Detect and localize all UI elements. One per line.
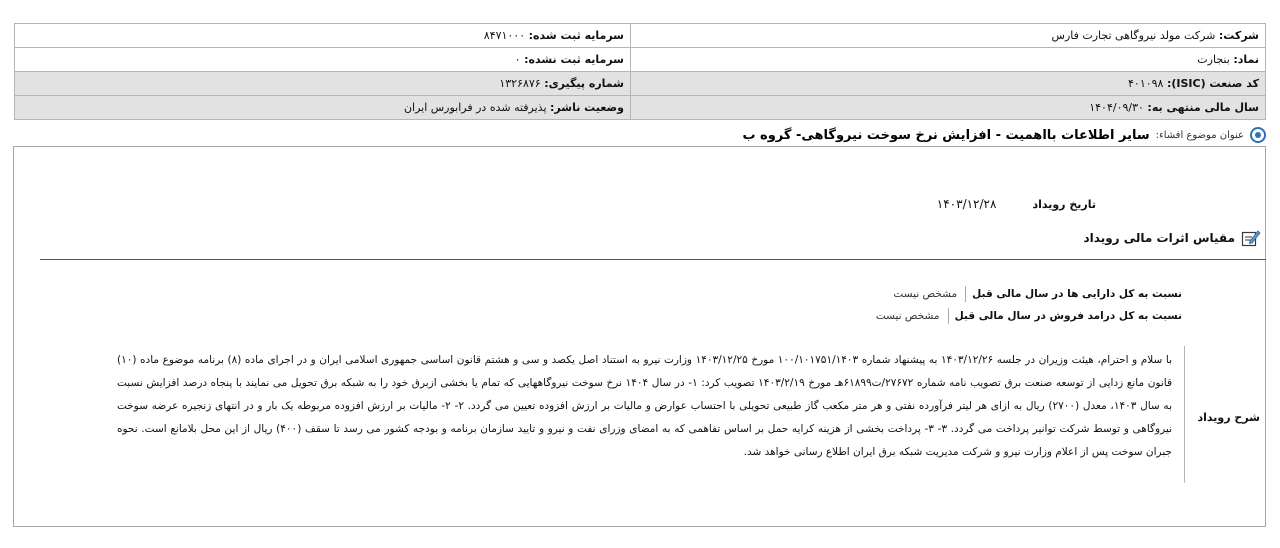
fiscal-year-label: سال مالی منتهی به: — [1147, 101, 1259, 114]
ratio-separator — [948, 308, 949, 324]
description-label: شرح رویداد — [1197, 411, 1260, 424]
target-icon — [1250, 127, 1266, 143]
financial-effects-heading — [1084, 228, 1261, 248]
unregistered-capital-label: سرمایه ثبت نشده: — [524, 53, 624, 66]
publisher-status-label: وضعیت ناشر: — [550, 101, 624, 114]
registered-capital-value: ۸۴۷۱۰۰۰ — [483, 29, 526, 42]
tracking-cell — [15, 72, 631, 96]
tracking-value: ۱۳۲۶۸۷۶ — [499, 77, 541, 90]
ratio-separator — [965, 286, 966, 302]
unregistered-capital-cell — [15, 48, 631, 72]
event-date-value: ۱۴۰۳/۱۲/۲۸ — [936, 197, 997, 211]
section-divider — [40, 259, 1266, 260]
registered-capital-cell — [15, 24, 631, 48]
event-date-row — [937, 197, 1096, 211]
symbol-value: بنجارت — [1197, 53, 1230, 66]
company-info-table — [14, 23, 1266, 120]
info-row — [15, 24, 1266, 48]
ratio-sales-row — [876, 308, 1182, 324]
publisher-status-value: پذیرفته شده در فرابورس ایران — [403, 101, 547, 114]
financial-effects-title: مقیاس اثرات مالی رویداد — [1083, 231, 1235, 245]
registered-capital-label: سرمایه ثبت شده: — [528, 29, 624, 42]
ratio-sales-value: مشخص نیست — [875, 310, 940, 322]
company-name-cell — [631, 24, 1266, 48]
isic-cell — [631, 72, 1266, 96]
fiscal-year-cell — [631, 96, 1266, 120]
subject-label: عنوان موضوع افشاء: — [1155, 129, 1244, 141]
ratio-assets-value: مشخص نیست — [893, 288, 958, 300]
subject-title: سایر اطلاعات بااهمیت - افزایش نرخ سوخت نیروگاهی- گروه ب — [742, 127, 1150, 143]
unregistered-capital-value: ۰ — [514, 53, 521, 66]
symbol-label: نماد: — [1233, 53, 1259, 66]
event-date-label: تاریخ رویداد — [1032, 197, 1096, 211]
isic-label: کد صنعت (ISIC): — [1166, 77, 1259, 90]
description-separator — [1184, 346, 1185, 483]
ratio-sales-label: نسبت به کل درامد فروش در سال مالی قبل — [954, 310, 1182, 322]
info-row — [15, 96, 1266, 120]
ratio-assets-row — [893, 286, 1182, 302]
tracking-label: شماره پیگیری: — [544, 77, 624, 90]
disclosure-subject — [742, 127, 1266, 143]
company-name-label: شرکت: — [1218, 29, 1259, 42]
ratio-assets-label: نسبت به کل دارایی ها در سال مالی قبل — [972, 288, 1182, 300]
fiscal-year-value: ۱۴۰۴/۰۹/۳۰ — [1089, 101, 1144, 114]
info-row — [15, 72, 1266, 96]
description-text: با سلام و احترام، هیئت وزیران در جلسه ۱۴۰۳/۱۲/۲۶ به پیشنهاد شماره ۱۰۰/۱۰۱۷۵۱/۱۴۰۳ مورخ ۱۴۰۳/۱۲/۲۵ وزارت نیرو به استناد اصل یکصد و سی و هشتم قانون اساسی جمهوری اسلامی ایران و در اجرای ماده (۸) برنامه موضوع ماده (۱۰) قانون مانع زدایی از توسعه صنعت برق تصویب نامه شماره ۲۷۶۷۲/ت۶۱۸۹۹هـ مورخ ۱۴۰۳/۲/۱۹ تصویب کرد: ۱- در سال ۱۴۰۴ نرخ سوخت نیروگاههایی که تمام یا بخشی ازبرق خود را به شبکه برق تحویل می نمایند با پنجاه درصد افزایش نسبت به سال ۱۴۰۳، معدل (۲۷۰۰) ریال به ازای هر لیتر فرآورده نفتی و هر متر مکعب گاز طبیعی تحویلی با احتساب عوارض و مالیات بر ارزش افزوده تعیین می گردد. ۲- ۲- مالیات بر ارزش افزوده مربوطه یک بار و در انتهای زنجیره عرضه سوخت نیروگاهی و توسط شرکت توانیر پرداخت می گردد. ۳- ۳- پرداخت بخشی از هزینه کرایه حمل بر اساس تفاهمی که به امضای وزرای نفت و نیرو و تایید سازمان برنامه و بودجه کشور می رسد تا سقف (۴۰۰) ریال از این محل بلامانع است. نحوه جبران سوخت پس از اعلام وزارت نیرو و شرکت مدیریت شبکه برق ایران اطلاع رسانی خواهد شد. — [117, 354, 1173, 458]
isic-value: ۴۰۱۰۹۸ — [1128, 77, 1164, 90]
publisher-status-cell — [15, 96, 631, 120]
edit-icon — [1241, 228, 1261, 248]
info-row — [15, 48, 1266, 72]
symbol-cell — [631, 48, 1266, 72]
company-name-value: شرکت مولد نیروگاهی تجارت فارس — [1051, 29, 1216, 42]
